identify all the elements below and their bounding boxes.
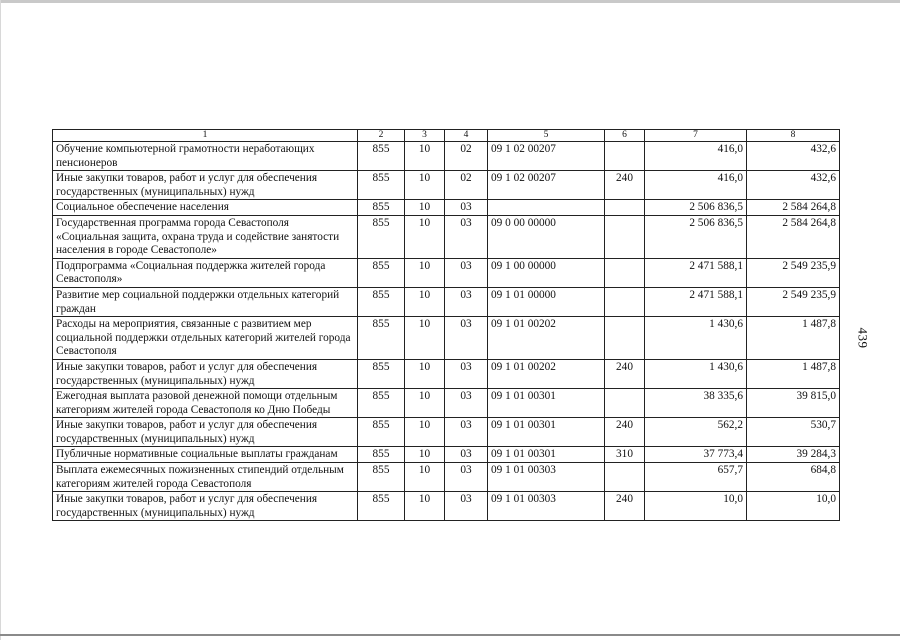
amount-year2-cell: 2 584 264,8 bbox=[747, 200, 840, 216]
expense-name-cell: Обучение компьютерной грамотности неработающих пенсионеров bbox=[53, 142, 358, 171]
section-code-cell: 10 bbox=[405, 463, 445, 492]
amount-year1-cell: 10,0 bbox=[645, 492, 747, 521]
subsection-code-cell: 03 bbox=[445, 215, 488, 258]
column-header: 4 bbox=[445, 130, 488, 142]
subsection-code-cell: 03 bbox=[445, 359, 488, 388]
expense-name-cell: Расходы на мероприятия, связанные с развитием мер социальной поддержки отдельных категорий жителей города Севастополя bbox=[53, 317, 358, 360]
target-article-cell: 09 1 01 00301 bbox=[488, 418, 605, 447]
expense-type-cell bbox=[605, 200, 645, 216]
target-article-cell: 09 1 00 00000 bbox=[488, 258, 605, 287]
subsection-code-cell: 03 bbox=[445, 258, 488, 287]
table-row bbox=[53, 171, 840, 200]
page-number: 439 bbox=[855, 327, 871, 349]
target-article-cell: 09 1 02 00207 bbox=[488, 142, 605, 171]
target-article-cell: 09 1 01 00303 bbox=[488, 463, 605, 492]
table-row bbox=[53, 359, 840, 388]
section-code-cell: 10 bbox=[405, 287, 445, 316]
expense-name-cell: Иные закупки товаров, работ и услуг для обеспечения государственных (муниципальных) нужд bbox=[53, 418, 358, 447]
table-row bbox=[53, 142, 840, 171]
grbs-code-cell: 855 bbox=[358, 287, 405, 316]
section-code-cell: 10 bbox=[405, 447, 445, 463]
target-article-cell: 09 1 01 00301 bbox=[488, 389, 605, 418]
column-header: 7 bbox=[645, 130, 747, 142]
table-row bbox=[53, 215, 840, 258]
table-row bbox=[53, 447, 840, 463]
column-header: 1 bbox=[53, 130, 358, 142]
amount-year2-cell: 39 284,3 bbox=[747, 447, 840, 463]
subsection-code-cell: 03 bbox=[445, 492, 488, 521]
section-code-cell: 10 bbox=[405, 200, 445, 216]
expense-name-cell: Развитие мер социальной поддержки отдельных категорий граждан bbox=[53, 287, 358, 316]
expense-name-cell: Иные закупки товаров, работ и услуг для обеспечения государственных (муниципальных) нужд bbox=[53, 492, 358, 521]
target-article-cell: 09 0 00 00000 bbox=[488, 215, 605, 258]
amount-year2-cell: 2 549 235,9 bbox=[747, 258, 840, 287]
target-article-cell: 09 1 01 00303 bbox=[488, 492, 605, 521]
grbs-code-cell: 855 bbox=[358, 215, 405, 258]
amount-year2-cell: 10,0 bbox=[747, 492, 840, 521]
expense-type-cell: 240 bbox=[605, 171, 645, 200]
column-header: 8 bbox=[747, 130, 840, 142]
section-code-cell: 10 bbox=[405, 317, 445, 360]
amount-year1-cell: 2 471 588,1 bbox=[645, 287, 747, 316]
amount-year1-cell: 416,0 bbox=[645, 142, 747, 171]
target-article-cell: 09 1 01 00000 bbox=[488, 287, 605, 316]
expense-type-cell: 240 bbox=[605, 418, 645, 447]
expense-name-cell: Социальное обеспечение населения bbox=[53, 200, 358, 216]
expense-type-cell: 240 bbox=[605, 359, 645, 388]
expense-name-cell: Подпрограмма «Социальная поддержка жителей города Севастополя» bbox=[53, 258, 358, 287]
amount-year2-cell: 530,7 bbox=[747, 418, 840, 447]
amount-year2-cell: 432,6 bbox=[747, 171, 840, 200]
expense-name-cell: Иные закупки товаров, работ и услуг для обеспечения государственных (муниципальных) нужд bbox=[53, 171, 358, 200]
amount-year1-cell: 562,2 bbox=[645, 418, 747, 447]
amount-year1-cell: 2 506 836,5 bbox=[645, 200, 747, 216]
table-row bbox=[53, 463, 840, 492]
target-article-cell: 09 1 01 00202 bbox=[488, 317, 605, 360]
grbs-code-cell: 855 bbox=[358, 389, 405, 418]
amount-year2-cell: 39 815,0 bbox=[747, 389, 840, 418]
amount-year1-cell: 1 430,6 bbox=[645, 317, 747, 360]
grbs-code-cell: 855 bbox=[358, 492, 405, 521]
section-code-cell: 10 bbox=[405, 215, 445, 258]
grbs-code-cell: 855 bbox=[358, 463, 405, 492]
section-code-cell: 10 bbox=[405, 142, 445, 171]
amount-year1-cell: 657,7 bbox=[645, 463, 747, 492]
amount-year1-cell: 2 506 836,5 bbox=[645, 215, 747, 258]
grbs-code-cell: 855 bbox=[358, 258, 405, 287]
subsection-code-cell: 03 bbox=[445, 463, 488, 492]
grbs-code-cell: 855 bbox=[358, 317, 405, 360]
target-article-cell: 09 1 01 00301 bbox=[488, 447, 605, 463]
table-row bbox=[53, 492, 840, 521]
grbs-code-cell: 855 bbox=[358, 171, 405, 200]
column-header: 2 bbox=[358, 130, 405, 142]
amount-year1-cell: 38 335,6 bbox=[645, 389, 747, 418]
expense-type-cell bbox=[605, 389, 645, 418]
expense-name-cell: Выплата ежемесячных пожизненных стипендий отдельным категориям жителей города Севастополя bbox=[53, 463, 358, 492]
table-row bbox=[53, 258, 840, 287]
amount-year2-cell: 432,6 bbox=[747, 142, 840, 171]
table-row bbox=[53, 317, 840, 360]
amount-year2-cell: 2 584 264,8 bbox=[747, 215, 840, 258]
table-row bbox=[53, 389, 840, 418]
target-article-cell bbox=[488, 200, 605, 216]
expense-type-cell bbox=[605, 287, 645, 316]
grbs-code-cell: 855 bbox=[358, 200, 405, 216]
section-code-cell: 10 bbox=[405, 171, 445, 200]
column-header: 5 bbox=[488, 130, 605, 142]
grbs-code-cell: 855 bbox=[358, 418, 405, 447]
scan-edge-bottom bbox=[0, 634, 900, 636]
subsection-code-cell: 03 bbox=[445, 447, 488, 463]
grbs-code-cell: 855 bbox=[358, 359, 405, 388]
section-code-cell: 10 bbox=[405, 258, 445, 287]
expense-name-cell: Иные закупки товаров, работ и услуг для обеспечения государственных (муниципальных) нужд bbox=[53, 359, 358, 388]
subsection-code-cell: 02 bbox=[445, 171, 488, 200]
amount-year1-cell: 37 773,4 bbox=[645, 447, 747, 463]
amount-year2-cell: 1 487,8 bbox=[747, 317, 840, 360]
subsection-code-cell: 03 bbox=[445, 418, 488, 447]
expense-name-cell: Публичные нормативные социальные выплаты гражданам bbox=[53, 447, 358, 463]
expense-type-cell bbox=[605, 142, 645, 171]
expense-name-cell: Ежегодная выплата разовой денежной помощи отдельным категориям жителей города Севастополя ко Дню Победы bbox=[53, 389, 358, 418]
grbs-code-cell: 855 bbox=[358, 142, 405, 171]
expense-type-cell bbox=[605, 258, 645, 287]
table-row bbox=[53, 200, 840, 216]
amount-year1-cell: 2 471 588,1 bbox=[645, 258, 747, 287]
expense-type-cell bbox=[605, 215, 645, 258]
column-header: 6 bbox=[605, 130, 645, 142]
scan-edge-top bbox=[0, 0, 900, 3]
subsection-code-cell: 03 bbox=[445, 389, 488, 418]
target-article-cell: 09 1 01 00202 bbox=[488, 359, 605, 388]
column-header: 3 bbox=[405, 130, 445, 142]
section-code-cell: 10 bbox=[405, 359, 445, 388]
subsection-code-cell: 03 bbox=[445, 200, 488, 216]
amount-year2-cell: 2 549 235,9 bbox=[747, 287, 840, 316]
expense-name-cell: Государственная программа города Севастополя «Социальная защита, охрана труда и содействие занятости населения в городе Севастополе» bbox=[53, 215, 358, 258]
expense-type-cell bbox=[605, 317, 645, 360]
table-row bbox=[53, 287, 840, 316]
amount-year1-cell: 1 430,6 bbox=[645, 359, 747, 388]
column-number-row bbox=[53, 130, 840, 142]
grbs-code-cell: 855 bbox=[358, 447, 405, 463]
subsection-code-cell: 02 bbox=[445, 142, 488, 171]
section-code-cell: 10 bbox=[405, 418, 445, 447]
subsection-code-cell: 03 bbox=[445, 287, 488, 316]
expense-type-cell bbox=[605, 463, 645, 492]
target-article-cell: 09 1 02 00207 bbox=[488, 171, 605, 200]
subsection-code-cell: 03 bbox=[445, 317, 488, 360]
table-row bbox=[53, 418, 840, 447]
expense-type-cell: 240 bbox=[605, 492, 645, 521]
amount-year2-cell: 1 487,8 bbox=[747, 359, 840, 388]
amount-year1-cell: 416,0 bbox=[645, 171, 747, 200]
section-code-cell: 10 bbox=[405, 389, 445, 418]
amount-year2-cell: 684,8 bbox=[747, 463, 840, 492]
scan-edge-left bbox=[0, 0, 1, 640]
section-code-cell: 10 bbox=[405, 492, 445, 521]
budget-table bbox=[52, 129, 840, 521]
expense-type-cell: 310 bbox=[605, 447, 645, 463]
